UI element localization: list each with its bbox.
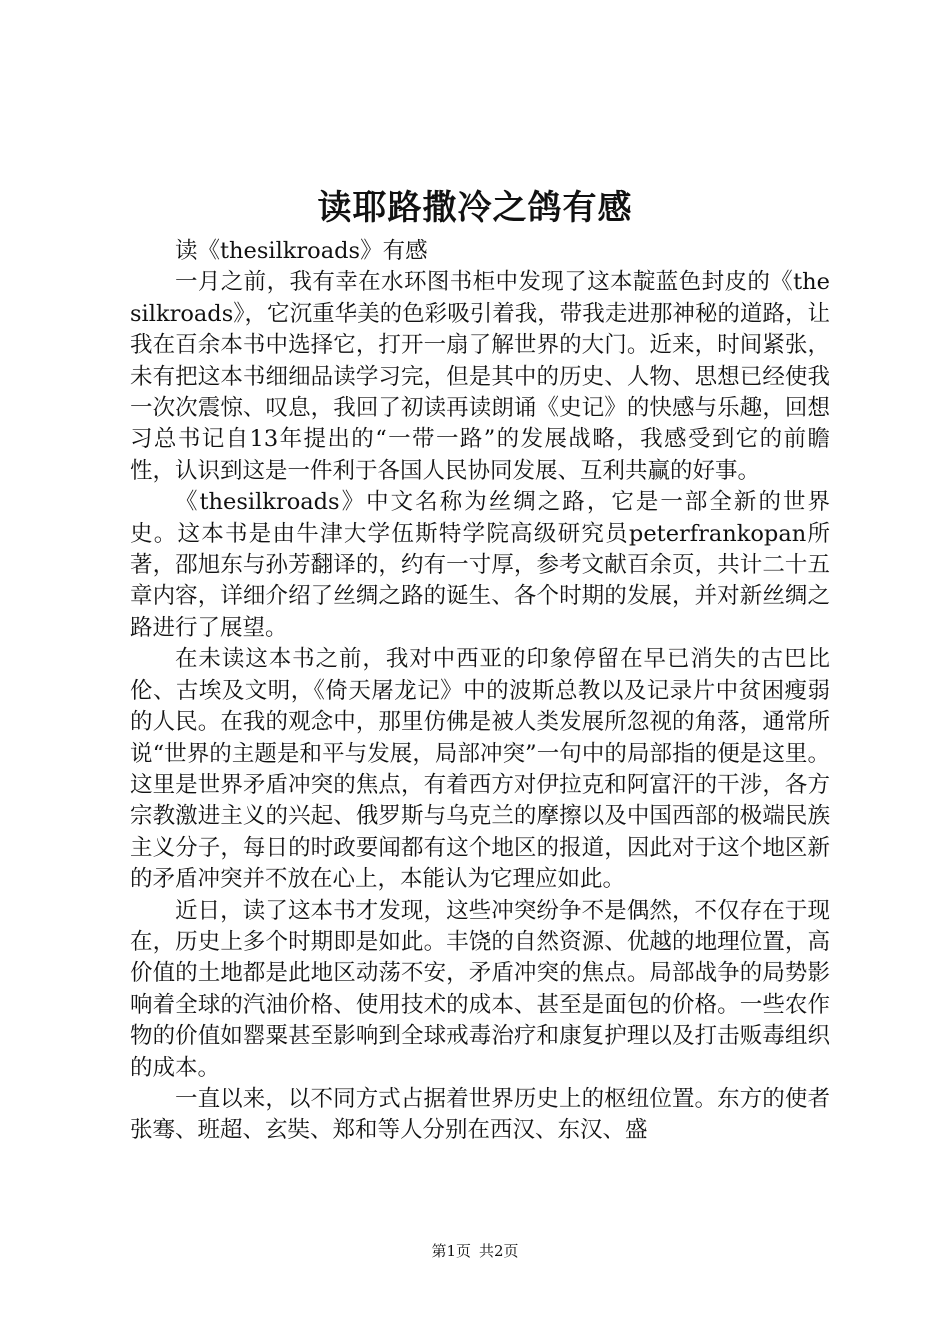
document-body — [130, 236, 830, 1147]
page-footer — [0, 1241, 950, 1261]
paragraph: 在未读这本书之前，我对中西亚的印象停留在早已消失的古巴比伦、古埃及文明，《倚天屠龙记》中的波斯总教以及记录片中贫困瘦弱的人民。在我的观念中，那里仿佛是被人类发展所忽视的角落，通常所说“世界的主题是和平与发展，局部冲突”一句中的局部指的便是这里。这里是世界矛盾冲突的焦点，有着西方对伊拉克和阿富汗的干涉，各方宗教激进主义的兴起、俄罗斯与乌克兰的摩擦以及中国西部的极端民族主义分子，每日的时政要闻都有这个地区的报道，因此对于这个地区新的矛盾冲突并不放在心上，本能认为它理应如此。 — [130, 646, 830, 893]
page-number: 第1页 — [431, 1242, 471, 1260]
paragraph: 一直以来，以不同方式占据着世界历史上的枢纽位置。东方的使者张骞、班超、玄奘、郑和等人分别在西汉、东汉、盛 — [130, 1085, 830, 1144]
document-title: 读耶路撒冷之鸽有感 — [317, 188, 633, 228]
paragraph-subtitle: 读《thesilkroads》有感 — [175, 238, 428, 264]
paragraph: 《thesilkroads》中文名称为丝绸之路，它是一部全新的世界史。这本书是由牛津大学伍斯特学院高级研究员peterfrankopan所著，邵旭东与孙芳翻译的，约有一寸厚，参考文献百余页，共计二十五章内容，详细介绍了丝绸之路的诞生、各个时期的发展，并对新丝绸之路进行了展望。 — [130, 489, 830, 641]
paragraph: 一月之前，我有幸在水环图书柜中发现了这本靛蓝色封皮的《thesilkroads》，它沉重华美的色彩吸引着我，带我走进那神秘的道路，让我在百余本书中选择它，打开一扇了解世界的大门。近来，时间紧张，未有把这本书细细品读学习完，但是其中的历史、人物、思想已经使我一次次震惊、叹息，我回了初读再读朗诵《史记》的快感与乐趣，回想习总书记自13年提出的“一带一路”的发展战略，我感受到它的前瞻性，认识到这是一件利于各国人民协同发展、互利共赢的好事。 — [130, 269, 830, 484]
paragraph: 近日，读了这本书才发现，这些冲突纷争不是偶然，不仅存在于现在，历史上多个时期即是如此。丰饶的自然资源、优越的地理位置，高价值的土地都是此地区动荡不安，矛盾冲突的焦点。局部战争的局势影响着全球的汽油价格、使用技术的成本、甚至是面包的价格。一些农作物的价值如罂粟甚至影响到全球戒毒治疗和康复护理以及打击贩毒组织的成本。 — [130, 897, 830, 1081]
page-total: 共2页 — [479, 1242, 519, 1260]
